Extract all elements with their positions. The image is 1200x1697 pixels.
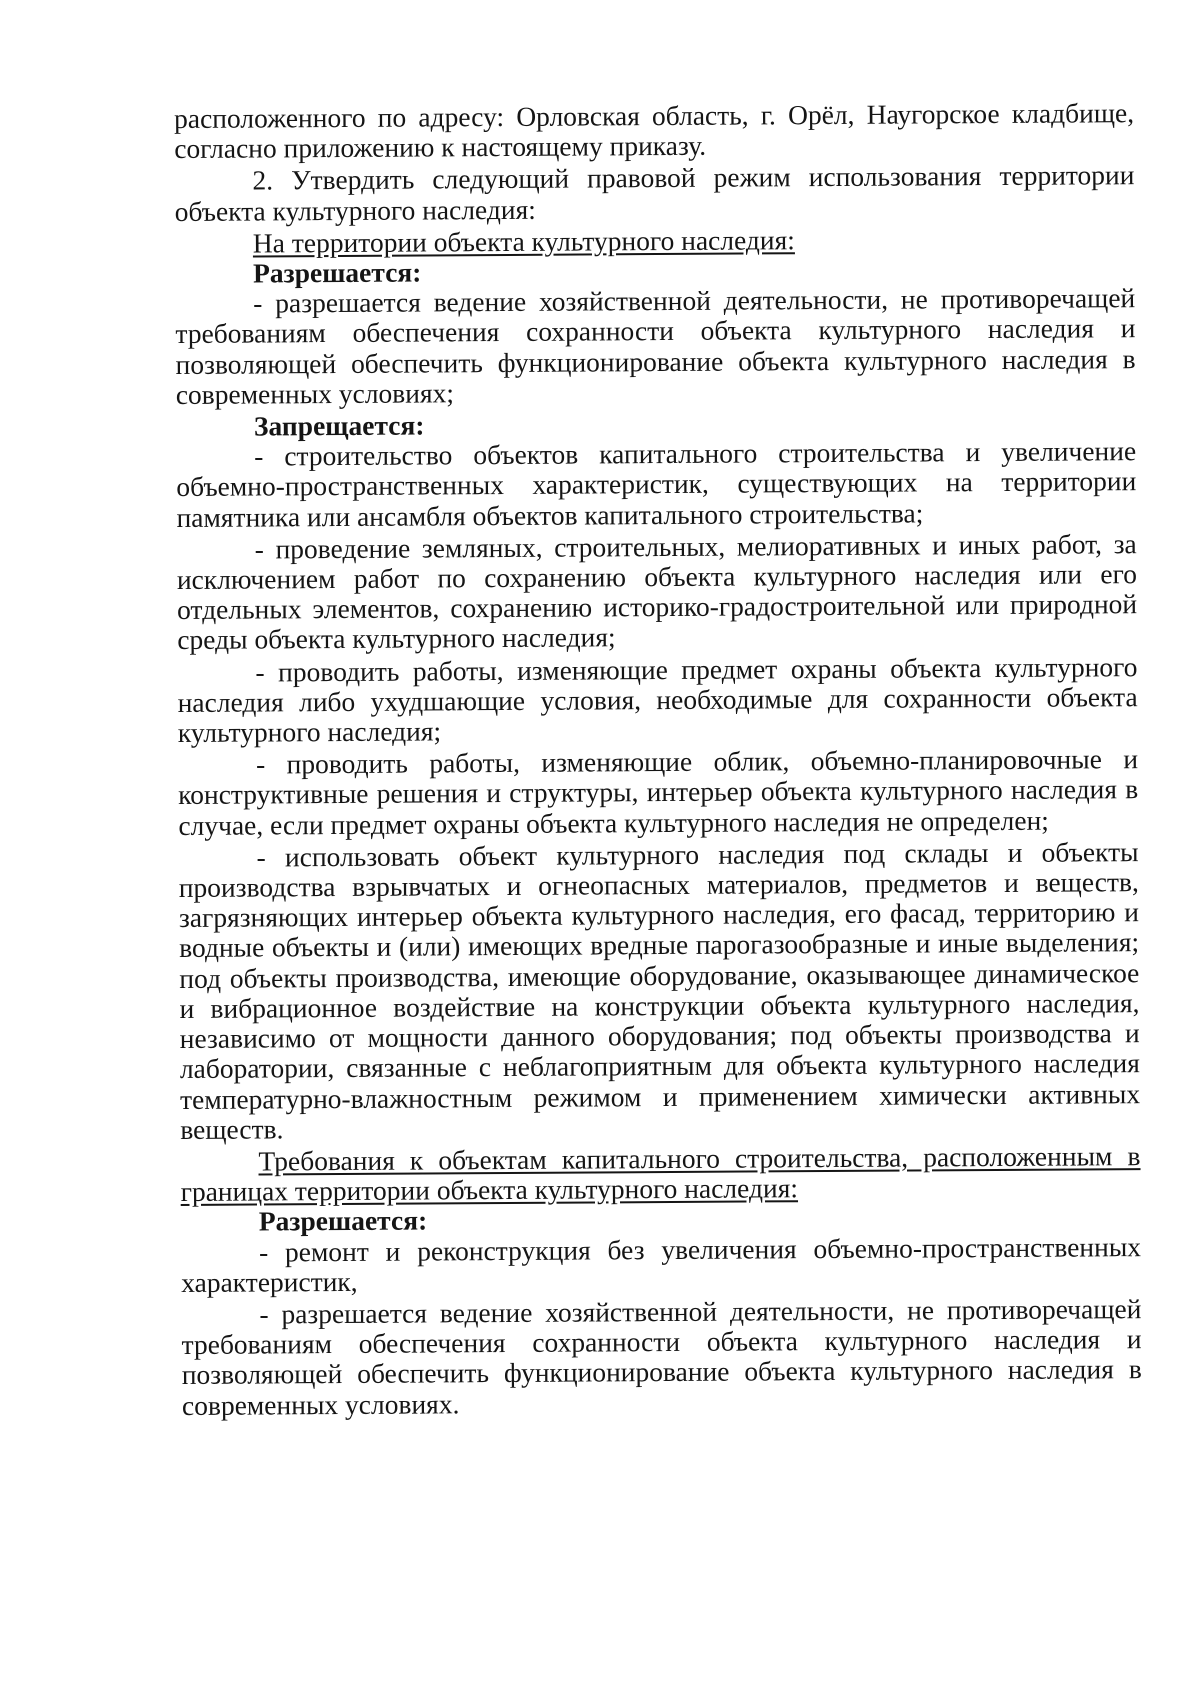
allowed-label-1: Разрешается: <box>252 256 422 289</box>
document-body <box>174 98 1142 1423</box>
prohibited-label: Запрещается: <box>253 409 425 442</box>
prohibited-item-4: - проводить работы, изменяющие облик, объемно-планировочные и конструктивные решения и структуры, интерьер объекта культурного наследия в случае, если предмет охраны объекта культурного наследия не определен; <box>178 743 1139 841</box>
item-2-paragraph: 2. Утвердить следующий правовой режим использования территории объекта культурного наследия: <box>174 159 1135 227</box>
allowed-2-item-2: - разрешается ведение хозяйственной деятельности, не противоречащей требованиям обеспечения сохранности объекта культурного наследия и позволяющей обеспечить функционирование объекта культурного наследия в современных условиях. <box>181 1293 1142 1421</box>
territory-heading-text: На территории объекта культурного наследия: <box>252 224 795 259</box>
requirements-heading <box>180 1141 1140 1207</box>
prohibited-item-2: - проведение земляных, строительных, мелиоративных и иных работ, за исключением работ по сохранению объекта культурного наследия или его отдельных элементов, сохранению историко-градостроительной или природной среды объекта культурного наследия; <box>176 527 1138 656</box>
requirements-heading-text: Требования к объектам капитального строительства, расположенным в границах территории объекта культурного наследия: <box>180 1140 1141 1208</box>
allowed-item-1: - разрешается ведение хозяйственной деятельности, не противоречащей требованиям обеспечения сохранности объекта культурного наследия и позволяющей обеспечить функционирование объекта культурного наследия в современных условиях; <box>175 282 1136 410</box>
prohibited-item-1: - строительство объектов капитального строительства и увеличение объемно-пространственных характеристик, существующих на территории памятника или ансамбля объектов капитального строительства; <box>176 435 1137 533</box>
allowed-label-2: Разрешается: <box>258 1204 428 1237</box>
allowed-2-item-1: - ремонт и реконструкция без увеличения объемно-пространственных характеристик, <box>181 1230 1142 1298</box>
prohibited-item-3: - проводить работы, изменяющие предмет охраны объекта культурного наследия либо ухудшающие условия, необходимые для сохранности объекта культурного наследия; <box>177 650 1138 749</box>
intro-paragraph: расположенного по адресу: Орловская область, г. Орёл, Наугорское кладбище, согласно приложению к настоящему приказу. <box>173 97 1135 165</box>
prohibited-item-5: - использовать объект культурного наследия под склады и объекты производства взрывчатых и огнеопасных материалов, предметов и веществ, загрязняющих интерьер объекта культурного наследия, его фасад, территорию и водные объекты и (или) имеющих вредные парогазообразные и иные выделения; под объекты производства, имеющие оборудование, оказывающее динамическое и вибрационное воздействие на конструкции объекта культурного наследия, независимо от мощности данного оборудования; под объекты производства и лаборатории, связанные с неблагоприятным для объекта культурного наследия температурно-влажностным режимом и применением химически активных веществ. <box>178 835 1141 1145</box>
